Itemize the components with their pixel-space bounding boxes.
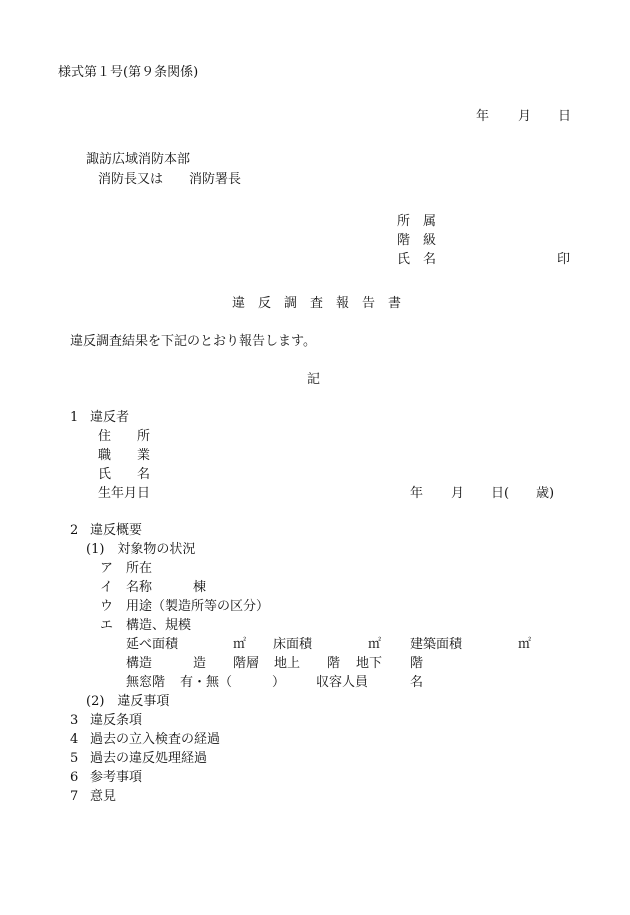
reporter-rank-label: 階 級 bbox=[397, 233, 437, 248]
ki-heading: 記 bbox=[307, 372, 321, 387]
building-area-label: 建築面積 bbox=[410, 637, 463, 652]
windowless-floor-label: 無窓階 bbox=[126, 675, 166, 690]
intro-text: 違反調査結果を下記のとおり報告します。 bbox=[70, 334, 316, 349]
below-ground-unit: 階 bbox=[410, 656, 424, 671]
section-6-label: 参考事項 bbox=[90, 770, 143, 785]
above-ground-label: 地上 bbox=[274, 656, 301, 671]
date-month-label: 月 bbox=[518, 109, 532, 124]
section-3-label: 違反条項 bbox=[90, 713, 143, 728]
windowless-close-paren: ） bbox=[272, 675, 286, 690]
section-5-label: 過去の違反処理経過 bbox=[90, 751, 208, 766]
section-4-number: 4 bbox=[70, 732, 79, 747]
item-name: イ 名称 bbox=[100, 580, 153, 595]
birth-month-label: 月 bbox=[451, 486, 465, 501]
reporter-name-label: 氏 名 bbox=[397, 252, 437, 267]
birth-age-label: 歳) bbox=[536, 486, 555, 501]
floor-area-label: 床面積 bbox=[273, 637, 313, 652]
date-year-label: 年 bbox=[476, 109, 490, 124]
below-ground-label: 地下 bbox=[356, 656, 383, 671]
date-day-label: 日 bbox=[558, 109, 572, 124]
reporter-affiliation-label: 所 属 bbox=[397, 214, 437, 229]
section-7-number: 7 bbox=[70, 789, 79, 804]
addressee-chief: 消防長又は 消防署長 bbox=[98, 172, 242, 187]
floors-label: 階層 bbox=[233, 656, 260, 671]
birth-day-label: 日( bbox=[491, 486, 510, 501]
item-name-unit: 棟 bbox=[193, 580, 207, 595]
section-1-label: 違反者 bbox=[90, 410, 130, 425]
windowless-yes-no: 有・無（ bbox=[180, 675, 233, 690]
section-7-label: 意見 bbox=[90, 789, 117, 804]
violator-address-label: 住 所 bbox=[98, 429, 151, 444]
addressee-org: 諏訪広域消防本部 bbox=[86, 152, 191, 167]
violator-name-label: 氏 名 bbox=[98, 467, 151, 482]
section-6-number: 6 bbox=[70, 770, 79, 785]
document-title: 違 反 調 査 報 告 書 bbox=[232, 296, 402, 311]
total-floor-area-label: 延べ面積 bbox=[126, 637, 179, 652]
total-floor-area-unit: ㎡ bbox=[233, 637, 247, 652]
structure-label: 構造 bbox=[126, 656, 153, 671]
form-number: 様式第１号(第９条関係) bbox=[58, 65, 199, 80]
capacity-unit: 名 bbox=[410, 675, 424, 690]
section-4-label: 過去の立入検査の経過 bbox=[90, 732, 221, 747]
section-2-label: 違反概要 bbox=[90, 523, 143, 538]
section-5-number: 5 bbox=[70, 751, 79, 766]
violator-occupation-label: 職 業 bbox=[98, 448, 151, 463]
building-area-unit: ㎡ bbox=[518, 637, 532, 652]
item-structure-scale: エ 構造、規模 bbox=[100, 618, 192, 633]
violator-birthdate-label: 生年月日 bbox=[98, 486, 151, 501]
subsection-object-status: (1) 対象物の状況 bbox=[86, 542, 196, 557]
section-3-number: 3 bbox=[70, 713, 79, 728]
section-1-number: 1 bbox=[70, 410, 79, 425]
floor-area-unit: ㎡ bbox=[368, 637, 382, 652]
capacity-label: 収容人員 bbox=[316, 675, 369, 690]
section-2-number: 2 bbox=[70, 523, 79, 538]
item-location: ア 所在 bbox=[100, 561, 153, 576]
subsection-violation-items: (2) 違反事項 bbox=[86, 694, 170, 709]
seal-mark: 印 bbox=[557, 252, 571, 267]
birth-year-label: 年 bbox=[410, 486, 424, 501]
structure-suffix: 造 bbox=[193, 656, 207, 671]
item-use: ウ 用途（製造所等の区分） bbox=[100, 599, 270, 614]
above-ground-unit: 階 bbox=[327, 656, 341, 671]
